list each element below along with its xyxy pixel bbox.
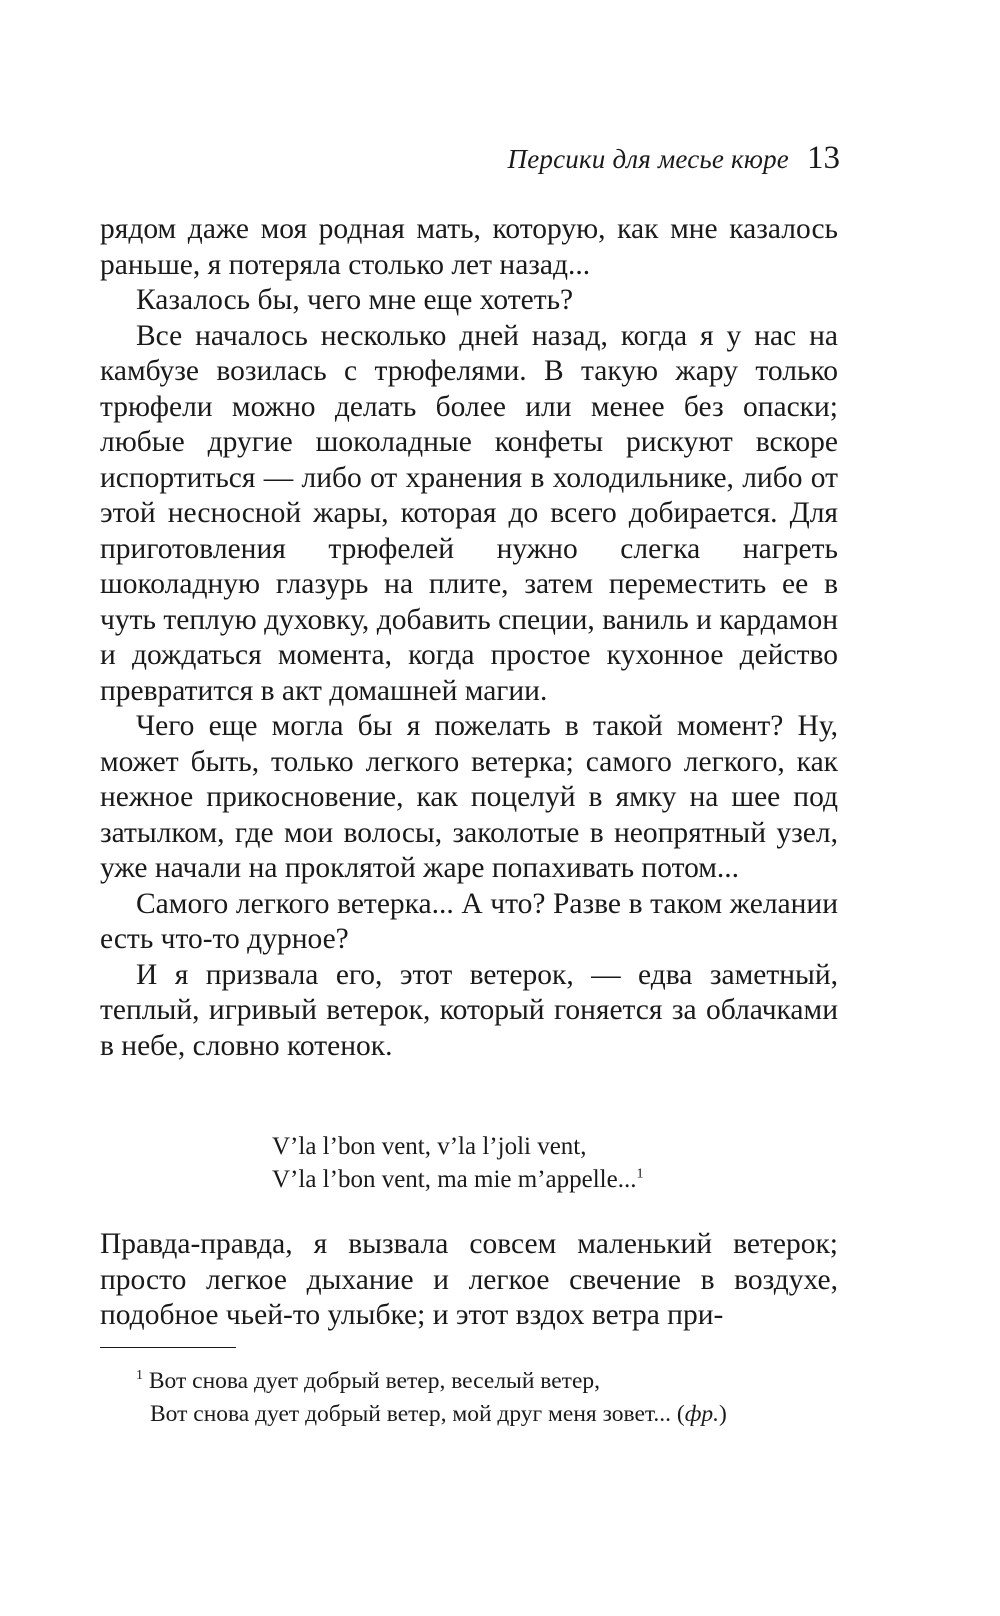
footnote-line [136,1365,836,1398]
footnote-language: фр. [684,1401,720,1427]
footnote-marker: 1 [136,1368,143,1384]
paragraph: Самого легкого ветерка... А что? Разве в таком желании есть что-то дурное? [100,887,838,955]
footnote-divider [100,1347,236,1348]
running-head [508,140,841,177]
body-text-continued [100,1227,838,1334]
footnote [136,1365,836,1431]
verse-line: V’la l’bon vent, v’la l’joli vent, [272,1133,587,1160]
verse-line [272,1163,792,1196]
paragraph: Правда-правда, я вызвала совсем маленький ветерок; просто легкое дыхание и легкое свечение в воздухе, подобное чьей-то улыбке; и этот вздох ветра при- [100,1228,838,1331]
paragraph: И я призвала его, этот ветерок, — едва заметный, теплый, игривый ветерок, который гоняется за облачками в небе, словно котенок. [100,958,838,1062]
footnote-close: ) [719,1401,727,1427]
paragraph: Все началось несколько дней назад, когда я у нас на камбузе возилась с трюфелями. В такую жару только трюфели можно делать более или менее без опаски; любые другие шоколадные конфеты рискуют вскоре испортиться — либо от хранения в холодильнике, либо от этой несносной жары, которая до всего добирается. Для приготовления трюфелей нужно слегка нагреть шоколадную глазурь на плите, затем переместить ее в чуть теплую духовку, добавить специи, ваниль и кардамон и дождаться момента, когда простое кухонное действо превратится в акт домашней магии. [100,319,838,707]
running-title: Персики для месье кюре [507,144,789,174]
paragraph: Казалось бы, чего мне еще хотеть? [136,284,574,316]
paragraph: рядом даже моя родная мать, которую, как мне казалось раньше, я потеряла столько лет назад... [100,213,838,281]
footnote-text: Вот снова дует добрый ветер, мой друг меня зовет... ( [150,1401,685,1427]
page-number: 13 [807,140,840,176]
verse-line-text: V’la l’bon vent, ma mie m’appelle... [272,1166,637,1193]
verse-quote [272,1130,792,1196]
footnote-line [136,1398,836,1431]
paragraph: Чего еще могла бы я пожелать в такой момент? Ну, может быть, только легкого ветерка; самого легкого, как нежное прикосновение, как поцелуй в ямку на шее под затылком, где мои волосы, заколотые в неопрятный узел, уже начали на проклятой жаре попахивать потом... [100,710,838,884]
footnote-reference[interactable]: 1 [636,1166,644,1182]
footnote-text: Вот снова дует добрый ветер, веселый ветер, [148,1368,600,1394]
body-text [100,212,838,1064]
